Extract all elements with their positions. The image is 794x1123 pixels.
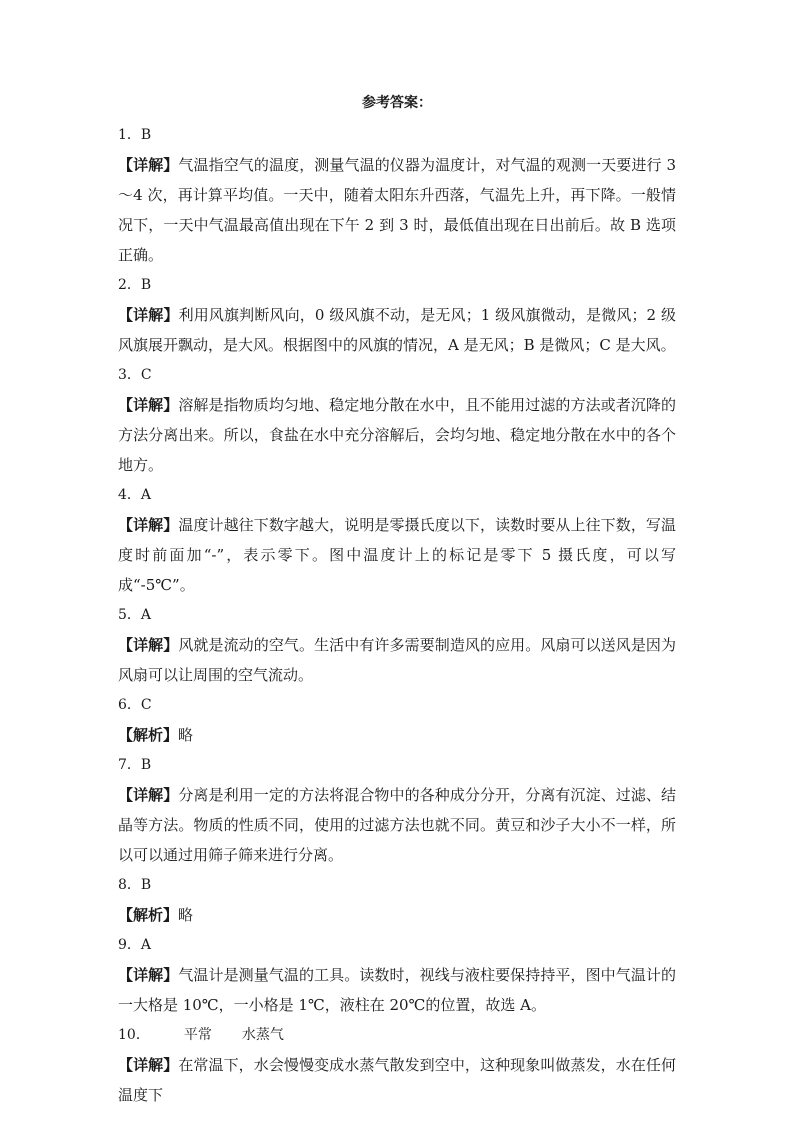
- explanation-10: [118, 1050, 676, 1110]
- answer-item: [118, 480, 676, 600]
- explanation-tag: 【解析】: [118, 726, 179, 744]
- explanation: [118, 390, 676, 480]
- explanation-text: 分离是利用一定的方法将混合物中的各种成分分开，分离有沉淀、过滤、结晶等方法。物质的性质不同，使用的过滤方法也就不同。黄豆和沙子大小不一样，所以可以通过用筛子筛来进行分离。: [118, 786, 676, 864]
- explanation-text: 利用风旗判断风向，0 级风旗不动，是无风；1 级风旗微动，是微风；2 级风旗展开飘动，是大风。根据图中的风旗的情况，A 是无风；B 是微风；C 是大风。: [118, 306, 676, 354]
- explanation-text: 气温计是测量气温的工具。读数时，视线与液柱要保持持平，图中气温计的一大格是 10℃，一小格是 1℃，液柱在 20℃的位置，故选 A。: [118, 966, 676, 1014]
- answer-line: 6．C: [118, 697, 152, 713]
- answer-number-10: 10．: [118, 1027, 150, 1043]
- explanation: [118, 300, 676, 360]
- explanation: [118, 630, 676, 690]
- explanation-tag: 【详解】: [118, 156, 179, 174]
- answer-item: [118, 270, 676, 360]
- explanation: [118, 150, 676, 270]
- answer-line: 5．A: [118, 607, 152, 623]
- answer-line: 2．B: [118, 277, 152, 293]
- explanation-text: 气温指空气的温度，测量气温的仪器为温度计，对气温的观测一天要进行 3～4 次，再计算平均值。一天中，随着太阳东升西落，气温先上升，再下降。一般情况下，一天中气温最高值出现在下午 2 到 3 时，最低值出现在日出前后。故 B 选项正确。: [118, 156, 676, 264]
- explanation-text: 溶解是指物质均匀地、稳定地分散在水中，且不能用过滤的方法或者沉降的方法分离出来。所以，食盐在水中充分溶解后，会均匀地、稳定地分散在水中的各个地方。: [118, 396, 676, 474]
- answer-item: [118, 120, 676, 270]
- answer-line: 4．A: [118, 487, 152, 503]
- answer-line: 1．B: [118, 127, 152, 143]
- explanation-text: 温度计越往下数字越大，说明是零摄氏度以下，读数时要从上往下数，写温度时前面加“-”，表示零下。图中温度计上的标记是零下 5 摄氏度，可以写成“-5℃”。: [118, 516, 676, 594]
- page-title: 参考答案：: [362, 95, 432, 111]
- explanation-tag: 【详解】: [118, 786, 179, 804]
- answer-line: 7．B: [118, 757, 152, 773]
- answer-blank-2: 水蒸气: [241, 1027, 284, 1043]
- explanation-text: 略: [178, 726, 194, 744]
- explanation: [118, 720, 676, 750]
- answer-item: [118, 930, 676, 1020]
- explanation-tag: 【详解】: [118, 966, 179, 984]
- explanation-text: 略: [178, 906, 194, 924]
- answer-line: 8．B: [118, 877, 152, 893]
- explanation-tag: 【详解】: [118, 396, 179, 414]
- answer-line-10: [118, 1020, 676, 1050]
- explanation: [118, 960, 676, 1020]
- explanation: [118, 900, 676, 930]
- explanation-tag: 【详解】: [118, 636, 179, 654]
- explanation: [118, 510, 676, 600]
- explanation-tag-10: 【详解】: [118, 1056, 179, 1074]
- answer-item-10: [118, 1020, 676, 1110]
- answer-line: 9．A: [118, 937, 152, 953]
- answer-blank-1: 平常: [183, 1027, 212, 1043]
- explanation-tag: 【详解】: [118, 516, 179, 534]
- answer-item: [118, 360, 676, 480]
- answer-item: [118, 690, 676, 750]
- explanation-tag: 【解析】: [118, 906, 179, 924]
- answer-list: [118, 120, 676, 1020]
- answer-item: [118, 870, 676, 930]
- answer-line: 3．C: [118, 367, 152, 383]
- explanation-text: 风就是流动的空气。生活中有许多需要制造风的应用。风扇可以送风是因为风扇可以让周围的空气流动。: [118, 636, 676, 684]
- explanation-tag: 【详解】: [118, 306, 179, 324]
- answer-item: [118, 750, 676, 870]
- answer-item: [118, 600, 676, 690]
- explanation-text-10: 在常温下，水会慢慢变成水蒸气散发到空中，这种现象叫做蒸发，水在任何温度下: [118, 1056, 676, 1104]
- explanation: [118, 780, 676, 870]
